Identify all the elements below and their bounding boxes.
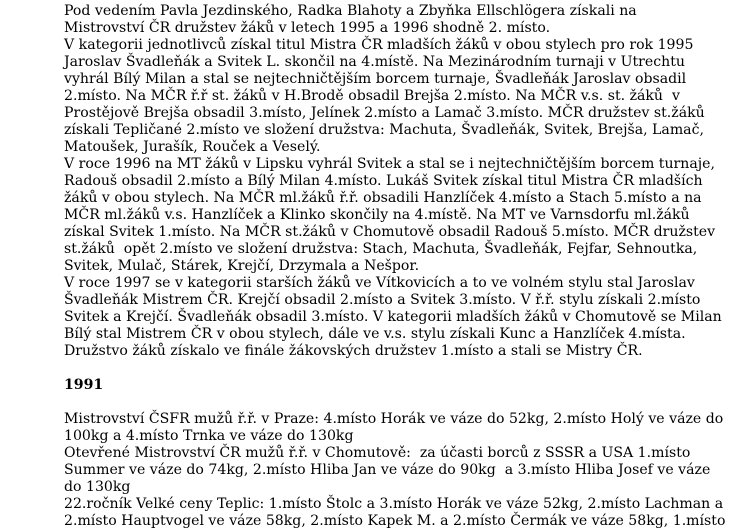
paragraph-line: Prostějově Brejša obsadil 3.místo, Jelínek 2.místo a Lamač 3.místo. MČR družstev st.žáků: [64, 105, 705, 121]
paragraph-line: vyhrál Bílý Milan a stal se nejtechničtějším borcem turnaje, Švadleňák Jaroslav obsadil: [64, 71, 687, 87]
paragraph-line: Družstvo žáků získalo ve finále žákovských družstev 1.místo a stali se Mistry ČR.: [64, 343, 643, 359]
paragraph-line: Svitek, Mulač, Stárek, Krejčí, Drzymala a Nešpor.: [64, 258, 420, 274]
paragraph-line: MČR ml.žáků v.s. Hanzlíček a Klinko skončily na 4.místě. Na MT ve Varnsdorfu ml.žáků: [64, 207, 690, 223]
paragraph-line: 2.místo Hauptvogel ve váze 58kg, 2.místo Kapek M. a 2.místo Čermák ve váze 58kg, 1.místo: [64, 513, 726, 529]
paragraph-line: 22.ročník Velké ceny Teplic: 1.místo Štolc a 3.místo Horák ve váze 52kg, 2.místo Lachman a: [64, 496, 724, 512]
paragraph-line: Otevřené Mistrovství ČR mužů ř.ř. v Chomutově: za účasti borců z SSSR a USA 1.místo: [64, 445, 691, 461]
paragraph-line: žáků v obou stylech. Na MČR ml.žáků ř.ř. obsadili Hanzlíček 4.místo a Stach 5.místo a na: [64, 190, 702, 206]
paragraph-line: Radouš obsadil 2.místo a Bílý Milan 4.místo. Lukáš Svitek získal titul Mistra ČR mladších: [64, 173, 703, 189]
paragraph-line: Svitek a Krejčí. Švadleňák obsadil 3.místo. V kategorii mladších žáků v Chomutově se Milan: [64, 309, 722, 325]
paragraph-line: Bílý stal Mistrem ČR v obou stylech, dále ve v.s. stylu získali Kunc a Hanzlíček 4.místa.: [64, 326, 686, 342]
paragraph-line: Mistrovství ČSFR mužů ř.ř. v Praze: 4.místo Horák ve váze do 52kg, 2.místo Holý ve váze do: [64, 411, 724, 427]
paragraph-line: Pod vedením Pavla Jezdinského, Radka Blahoty a Zbyňka Ellschlögera získali na: [64, 3, 637, 19]
paragraph-line: V roce 1996 na MT žáků v Lipsku vyhrál Svitek a stal se i nejtechničtějším borcem turnaje,: [64, 156, 715, 172]
paragraph-line: Švadleňák Mistrem ČR. Krejčí obsadil 2.místo a Svitek 3.místo. V ř.ř. stylu získali 2.místo: [64, 292, 701, 308]
paragraph-line: 2.místo. Na MČR ř.ř st. žáků v H.Brodě obsadil Brejša 2.místo. Na MČR v.s. st. žáků v: [64, 88, 680, 104]
paragraph-line: do 130kg: [64, 479, 131, 495]
paragraph-line: získal Svitek 1.místo. Na MČR st.žáků v Chomutově obsadil Radouš 5.místo. MČR družstev: [64, 224, 716, 240]
paragraph-line: získali Tepličané 2.místo ve složení družstva: Machuta, Švadleňák, Svitek, Brejša, Lamač,: [64, 122, 704, 138]
paragraph-line: V kategorii jednotlivců získal titul Mistra ČR mladších žáků v obou stylech pro rok 1995: [64, 37, 694, 53]
paragraph-line: Jaroslav Švadleňák a Svitek L. skončil na 4.místě. Na Mezinárodním turnaji v Utrechtu: [64, 54, 685, 70]
paragraph-line: Matoušek, Jurašík, Rouček a Veselý.: [64, 139, 321, 155]
paragraph-line: V roce 1997 se v kategorii starších žáků ve Vítkovicích a to ve volném stylu stal Jaroslav: [64, 275, 695, 291]
paragraph-line: st.žáků opět 2.místo ve složení družstva: Stach, Machuta, Švadleňák, Fejfar, Sehnoutka,: [64, 241, 698, 257]
paragraph-line: 100kg a 4.místo Trnka ve váze do 130kg: [64, 428, 354, 444]
paragraph-line: Mistrovství ČR družstev žáků v letech 1995 a 1996 shodně 2. místo.: [64, 20, 551, 36]
paragraph-line: Summer ve váze do 74kg, 2.místo Hliba Jan ve váze do 90kg a 3.místo Hliba Josef ve váze: [64, 462, 711, 478]
section-heading: 1991: [64, 377, 104, 393]
